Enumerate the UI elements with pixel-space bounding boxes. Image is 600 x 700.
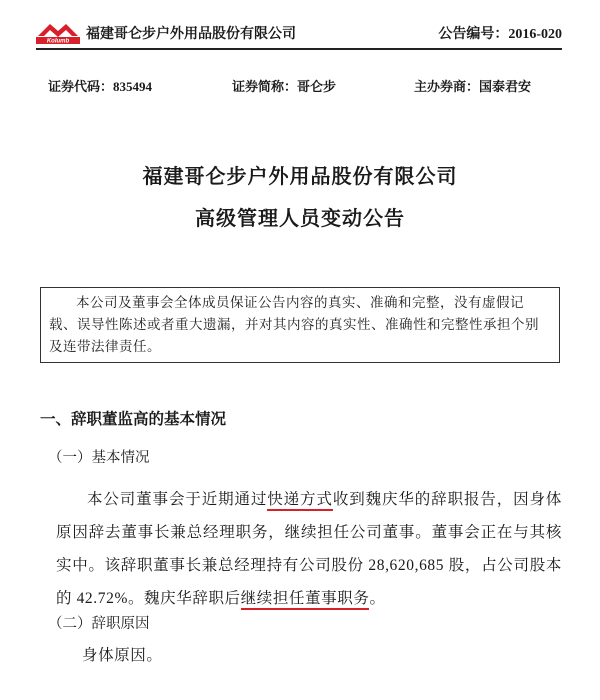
section-heading: 一、辞职董监高的基本情况 (40, 411, 227, 428)
document-title: 高级管理人员变动公告 (195, 208, 405, 230)
disclaimer-statement: 本公司及董事会全体成员保证公告内容的真实、准确和完整，没有虚假记载、误导性陈述或者重大遗漏，并对其内容的真实性、准确性和完整性承担个别及连带法律责任。 (40, 287, 560, 363)
resignation-reason: 身体原因。 (82, 647, 163, 664)
securities-short-name: 证券简称：哥仑步 (232, 79, 337, 94)
para-text: 。 (369, 590, 386, 607)
body-paragraph (56, 483, 562, 615)
underlined-phrase: 继续担任董事职务 (241, 590, 370, 610)
document-header (36, 20, 562, 50)
notice-number: 公告编号：2016-020 (438, 27, 562, 42)
para-text: 本公司董事会于近期通过 (87, 491, 268, 508)
svg-text:Kolumb: Kolumb (46, 38, 70, 44)
underlined-phrase: 快递方式 (267, 491, 333, 511)
subsection-basic-info: （一）基本情况 (48, 450, 150, 466)
document-title-company: 福建哥仑步户外用品股份有限公司 (142, 166, 458, 188)
securities-code: 证券代码：835494 (48, 79, 153, 94)
kolumb-logo (36, 20, 80, 44)
company-name: 福建哥仑步户外用品股份有限公司 (86, 27, 296, 42)
para-text: 收到魏庆华的辞职报告，因身体原因辞去董事长兼总经理职务，继续担任公司董事。董事会正在与其核实中。该辞职董事长兼总经理持有公司股份 28,620,685 股，占公司股本的 42.72%。魏庆华辞职后 (56, 491, 562, 607)
sponsor-broker: 主办券商：国泰君安 (414, 79, 532, 94)
subsection-reason: （二）辞职原因 (48, 616, 150, 632)
